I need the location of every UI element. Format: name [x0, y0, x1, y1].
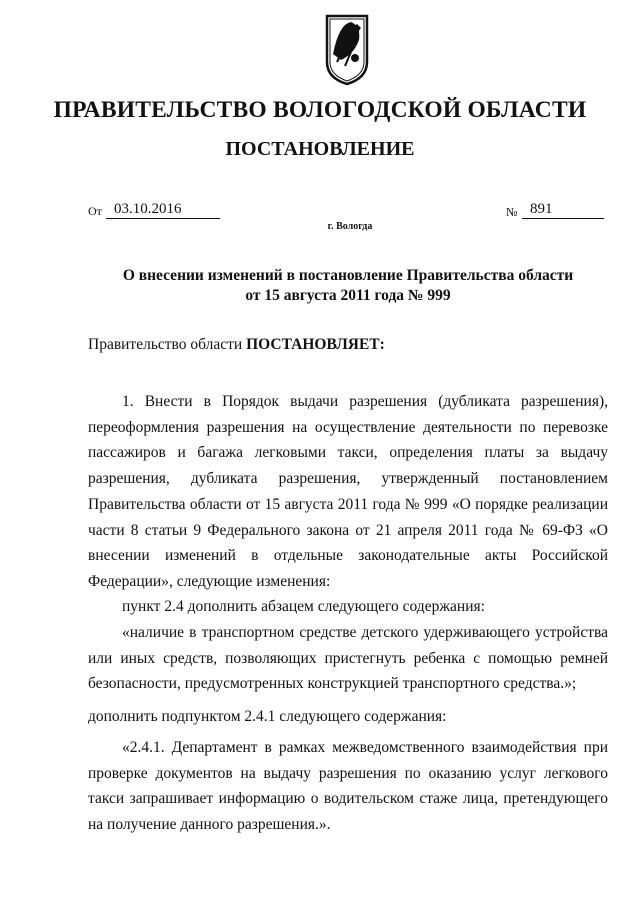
preamble-text: Правительство области: [88, 336, 247, 353]
subject-line-2: от 15 августа 2011 года № 999: [245, 287, 451, 304]
preamble: [88, 336, 385, 354]
vologda-coat-of-arms-icon: [321, 10, 373, 88]
document-subject: [0, 266, 640, 306]
number-label: №: [506, 205, 518, 219]
government-title: ПРАВИТЕЛЬСТВО ВОЛОГОДСКОЙ ОБЛАСТИ: [53, 97, 587, 123]
document-type-title: ПОСТАНОВЛЕНИЕ: [225, 138, 415, 160]
paragraph-1: 1. Внести в Порядок выдачи разрешения (дубликата разрешения), переоформления разрешения на осуществление деятельности по перевозке пассажиров и багажа легковыми такси, определения платы за выдачу разрешения, дубликата разрешения, утвержденный постановлением Правительства области от 15 августа 2011 года № 999 «О порядке реализации части 8 статьи 9 Федерального закона от 21 апреля 2011 года № 69-ФЗ «О внесении изменений в отдельные законодательные акты Российской Федерации», следующие изменения:: [88, 393, 608, 590]
paragraph-4: дополнить подпунктом 2.4.1 следующего содержания:: [88, 708, 447, 725]
subject-line-1: О внесении изменений в постановление Правительства области: [122, 267, 574, 284]
paragraph-2: пункт 2.4 дополнить абзацем следующего содержания:: [122, 598, 485, 615]
date-label: От: [88, 204, 102, 218]
paragraph-5: «2.4.1. Департамент в рамках межведомственного взаимодействия при проверке документов на выдачу разрешения по оказанию услуг легкового такси запрашивает информацию о водительском стаже лица, претендующего на получение данного разрешения.».: [88, 739, 608, 834]
paragraph-3: «наличие в транспортном средстве детского удерживающего устройства или иных средств, позволяющих пристегнуть ребенка с помощью ремней безопасности, предусмотренных конструкцией транспортного средства.»;: [88, 624, 608, 693]
preamble-emphasis: ПОСТАНОВЛЯЕТ:: [246, 336, 385, 353]
document-date: 03.10.2016: [106, 200, 220, 219]
document-number: 891: [522, 200, 604, 219]
city-label: г. Вологда: [327, 221, 373, 232]
